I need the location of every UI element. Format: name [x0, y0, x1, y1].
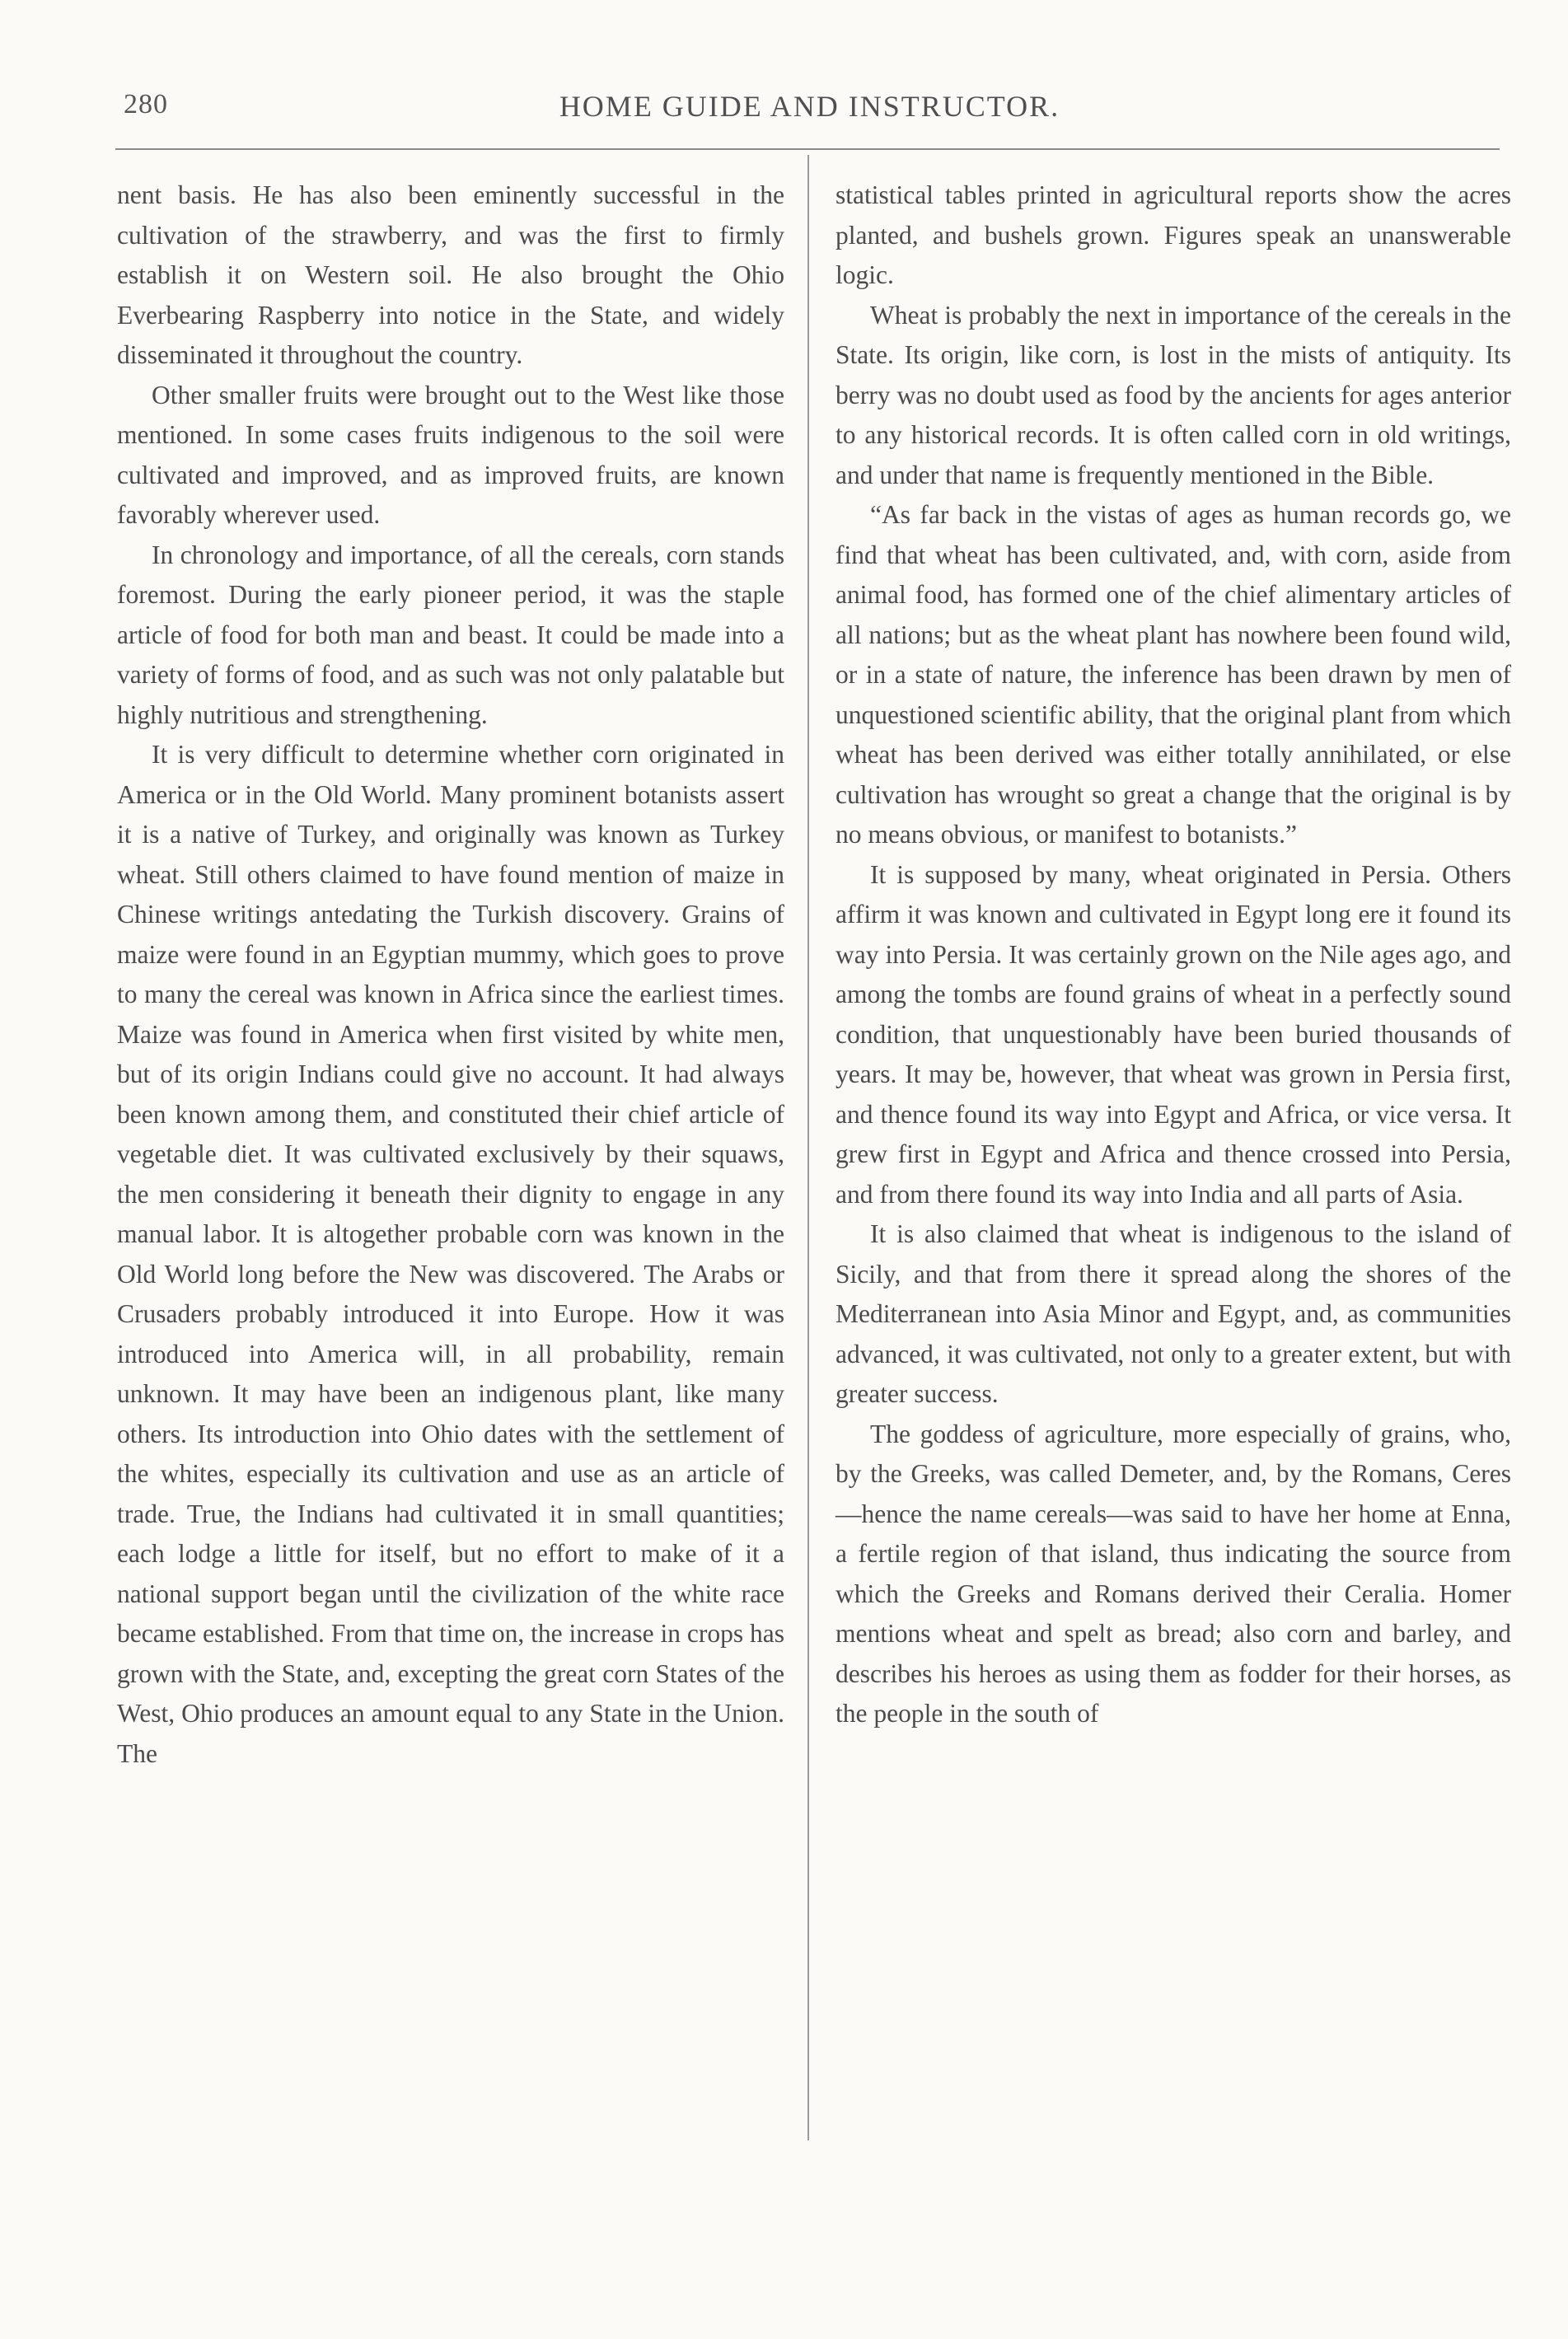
paragraph: It is also claimed that wheat is indigenous to the island of Sicily, and that from there it spread along the shores of the Mediterranean into Asia Minor and Egypt, and, as communities advanced, it was cultivated, not only to a greater extent, but with greater success. — [835, 1219, 1511, 1408]
paragraph: statistical tables printed in agricultural reports show the acres planted, and bushels grown. Figures speak an unanswerable logic. — [835, 180, 1511, 289]
column-divider — [807, 155, 809, 2140]
paragraph: It is very difficult to determine whether corn originated in America or in the Old World. Many prominent botanists assert it is a native of Turkey, and originally was known as Turkey wheat. Still others claimed to have found mention of maize in Chinese writings antedating the Turkish discovery. Grains of maize were found in an Egyptian mummy, which goes to prove to many the cereal was known in Africa since the earliest times. Maize was found in America when first visited by white men, but of its origin Indians could give no account. It had always been known among them, and constituted their chief article of vegetable diet. It was cultivated exclusively by their squaws, the men considering it beneath their dignity to engage in any manual labor. It is altogether probable corn was known in the Old World long before the New was discovered. The Arabs or Crusaders probably introduced it into Europe. How it was introduced into America will, in all probability, remain unknown. It may have been an indigenous plant, like many others. Its introduction into Ohio dates with the settlement of the whites, especially its cultivation and use as an article of trade. True, the Indians had cultivated it in small quantities; each lodge a little for itself, but no effort to make of it a national support began until the civilization of the white race became established. From that time on, the increase in crops has grown with the State, and, excepting the great corn States of the West, Ohio produces an amount equal to any State in the Union. The — [117, 740, 785, 1768]
paragraph: It is supposed by many, wheat originated in Persia. Others affirm it was known and cultivated in Egypt long ere it found its way into Persia. It was certainly grown on the Nile ages ago, and among the tombs are found grains of wheat in a perfectly sound condition, that unquestionably have been buried thousands of years. It may be, however, that wheat was grown in Persia first, and thence found its way into Egypt and Africa, or vice versa. It grew first in Egypt and Africa and thence crossed into Persia, and from there found its way into India and all parts of Asia. — [835, 859, 1511, 1209]
paragraph: In chronology and importance, of all the cereals, corn stands foremost. During the early pioneer period, it was the staple article of food for both man and beast. It could be made into a variety of forms of food, and as such was not only palatable but highly nutritious and strengthening. — [117, 540, 784, 729]
left-column — [117, 175, 784, 1774]
paragraph: Wheat is probably the next in importance of the cereals in the State. Its origin, like corn, is lost in the mists of antiquity. Its berry was no doubt used as food by the ancients for ages anterior to any historical records. It is often called corn in old writings, and under that name is frequently mentioned in the Bible. — [835, 300, 1511, 489]
paragraph: The goddess of agriculture, more especially of grains, who, by the Greeks, was called Demeter, and, by the Romans, Ceres—hence the name cereals—was said to have her home at Enna, a fertile region of that island, thus indicating the source from which the Greeks and Romans derived their Ceralia. Homer mentions wheat and spelt as bread; also corn and barley, and describes his heroes as using them as fodder for their horses, as the people in the south of — [835, 1419, 1511, 1728]
header-rule — [115, 148, 1500, 150]
running-title: HOME GUIDE AND INSTRUCTOR. — [559, 90, 1060, 123]
right-column — [835, 175, 1511, 1734]
paragraph: Other smaller fruits were brought out to the West like those mentioned. In some cases fruits indigenous to the soil were cultivated and improved, and as improved fruits, are known favorably wherever used. — [117, 380, 784, 529]
page-number: 280 — [124, 89, 168, 119]
paragraph: nent basis. He has also been eminently successful in the cultivation of the strawberry, and was the first to firmly establish it on Western soil. He also brought the Ohio Everbearing Raspberry into notice in the State, and widely disseminated it throughout the country. — [117, 180, 784, 369]
paragraph: “As far back in the vistas of ages as human records go, we find that wheat has been cultivated, and, with corn, aside from animal food, has formed one of the chief alimentary articles of all nations; but as the wheat plant has nowhere been found wild, or in a state of nature, the inference has been drawn by men of unquestioned scientific ability, that the original plant from which wheat has been derived was either totally annihilated, or else cultivation has wrought so great a change that the original is by no means obvious, or manifest to botanists.” — [835, 500, 1511, 849]
page-header — [119, 82, 1500, 132]
